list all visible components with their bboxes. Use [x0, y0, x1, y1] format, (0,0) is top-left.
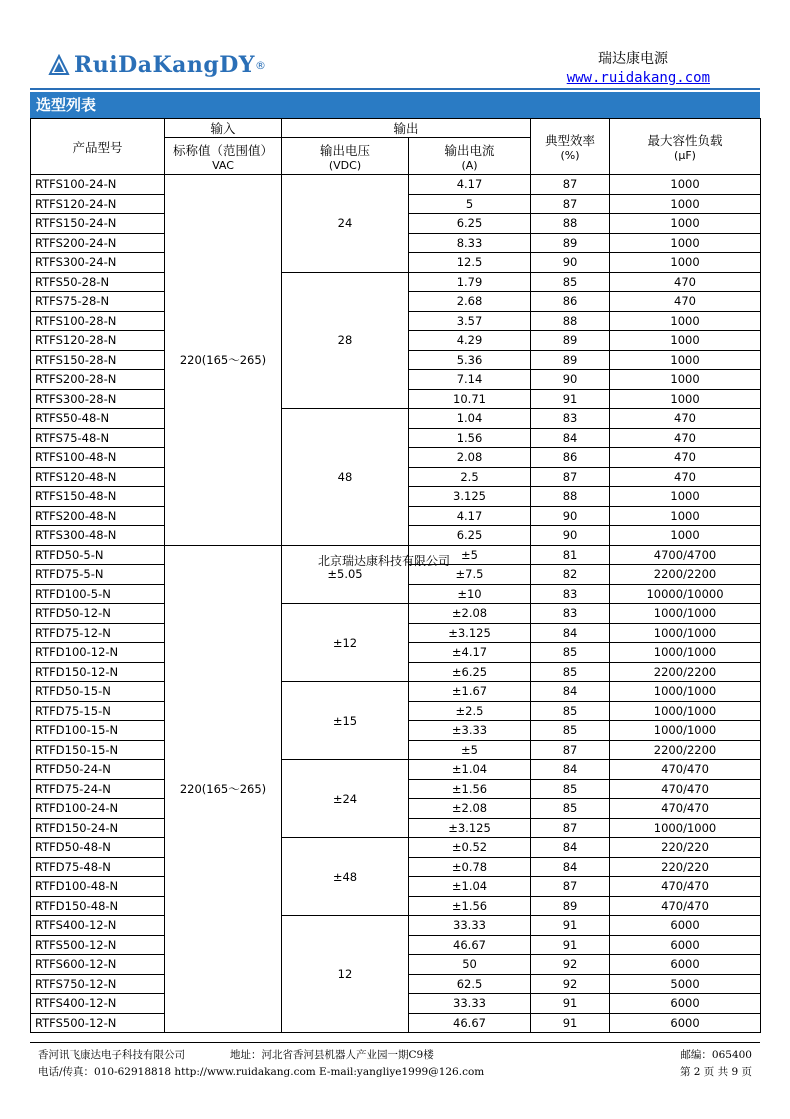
- table-row: [31, 272, 761, 292]
- output-current-unit: (A): [461, 158, 478, 172]
- efficiency-cell: 83: [531, 584, 610, 604]
- output-voltage-cell: 12: [282, 916, 409, 1033]
- model-cell: RTFS100-24-N: [31, 175, 165, 195]
- efficiency-cell: 83: [531, 604, 610, 624]
- model-cell: RTFD150-48-N: [31, 896, 165, 916]
- footer-company: 香河讯飞康达电子科技有限公司: [38, 1049, 185, 1061]
- table-row: [31, 409, 761, 429]
- logo-text: RuiDaKangDY: [74, 52, 256, 78]
- model-cell: RTFS300-48-N: [31, 526, 165, 546]
- efficiency-cell: 82: [531, 565, 610, 585]
- output-current-cell: ±2.5: [409, 701, 531, 721]
- model-cell: RTFS750-12-N: [31, 974, 165, 994]
- output-current-cell: ±7.5: [409, 565, 531, 585]
- capacitive-load-cell: 470: [610, 292, 761, 312]
- output-current-cell: ±5: [409, 740, 531, 760]
- efficiency-cell: 90: [531, 370, 610, 390]
- capacitive-load-cell: 1000: [610, 331, 761, 351]
- capacitive-load-cell: 1000: [610, 350, 761, 370]
- efficiency-cell: 91: [531, 935, 610, 955]
- output-current-cell: 46.67: [409, 1013, 531, 1033]
- capacitive-load-cell: 1000: [610, 253, 761, 273]
- model-cell: RTFS120-48-N: [31, 467, 165, 487]
- model-cell: RTFS50-48-N: [31, 409, 165, 429]
- model-cell: RTFD50-15-N: [31, 682, 165, 702]
- input-nominal-label: 标称值（范围值）: [172, 142, 273, 158]
- efficiency-cell: 87: [531, 818, 610, 838]
- output-current-label: 输出电流: [444, 142, 495, 158]
- header-output: 输出: [282, 119, 531, 138]
- efficiency-cell: 88: [531, 311, 610, 331]
- output-current-cell: ±3.33: [409, 721, 531, 741]
- header-divider: [30, 88, 760, 90]
- efficiency-cell: 91: [531, 389, 610, 409]
- capacitive-load-cell: 470/470: [610, 779, 761, 799]
- output-current-cell: 1.56: [409, 428, 531, 448]
- efficiency-cell: 86: [531, 448, 610, 468]
- footer-contact: 电话/传真：010-62918818 http://www.ruidakang.com E-mail:yangliye1999@126.com: [38, 1066, 485, 1078]
- model-cell: RTFS50-28-N: [31, 272, 165, 292]
- output-current-cell: 12.5: [409, 253, 531, 273]
- footer-address: 地址：河北省香河县机器人产业园一期C9楼: [230, 1049, 434, 1061]
- output-current-cell: 7.14: [409, 370, 531, 390]
- model-cell: RTFS150-24-N: [31, 214, 165, 234]
- output-voltage-cell: ±15: [282, 682, 409, 760]
- header-output-current: [409, 138, 531, 175]
- model-cell: RTFS600-12-N: [31, 955, 165, 975]
- efficiency-cell: 90: [531, 526, 610, 546]
- capacitive-load-cell: 6000: [610, 955, 761, 975]
- capacitive-load-cell: 2200/2200: [610, 662, 761, 682]
- output-current-cell: 2.08: [409, 448, 531, 468]
- efficiency-cell: 85: [531, 272, 610, 292]
- output-current-cell: ±0.52: [409, 838, 531, 858]
- model-cell: RTFS100-28-N: [31, 311, 165, 331]
- capacitive-load-cell: 1000: [610, 506, 761, 526]
- efficiency-cell: 88: [531, 214, 610, 234]
- efficiency-label: 典型效率: [545, 133, 596, 148]
- capacitive-load-cell: 5000: [610, 974, 761, 994]
- efficiency-cell: 87: [531, 175, 610, 195]
- footer-postcode: 邮编：065400: [680, 1049, 752, 1061]
- output-current-cell: ±3.125: [409, 818, 531, 838]
- output-current-cell: 1.79: [409, 272, 531, 292]
- section-banner: 选型列表: [30, 92, 760, 118]
- output-current-cell: ±3.125: [409, 623, 531, 643]
- footer-divider: [30, 1042, 760, 1043]
- output-current-cell: 4.17: [409, 175, 531, 195]
- output-current-cell: ±0.78: [409, 857, 531, 877]
- capacitive-load-cell: 1000: [610, 487, 761, 507]
- output-current-cell: 4.29: [409, 331, 531, 351]
- model-cell: RTFS500-12-N: [31, 935, 165, 955]
- output-current-cell: 2.68: [409, 292, 531, 312]
- capacitive-load-cell: 470/470: [610, 799, 761, 819]
- model-cell: RTFD75-5-N: [31, 565, 165, 585]
- capacitive-load-cell: 1000/1000: [610, 818, 761, 838]
- efficiency-cell: 90: [531, 506, 610, 526]
- model-cell: RTFS75-28-N: [31, 292, 165, 312]
- model-cell: RTFD75-24-N: [31, 779, 165, 799]
- efficiency-cell: 85: [531, 779, 610, 799]
- capacitive-load-cell: 470: [610, 409, 761, 429]
- output-voltage-unit: (VDC): [328, 158, 362, 172]
- capacitive-load-cell: 1000: [610, 526, 761, 546]
- capacitive-load-cell: 6000: [610, 916, 761, 936]
- header-model: 产品型号: [31, 119, 165, 175]
- efficiency-cell: 87: [531, 877, 610, 897]
- output-current-cell: ±1.04: [409, 760, 531, 780]
- output-current-cell: 8.33: [409, 233, 531, 253]
- model-cell: RTFS400-12-N: [31, 994, 165, 1014]
- capacitive-load-cell: 220/220: [610, 838, 761, 858]
- output-current-cell: 4.17: [409, 506, 531, 526]
- output-current-cell: ±5: [409, 545, 531, 565]
- capacitive-load-cell: 470/470: [610, 896, 761, 916]
- output-current-cell: 2.5: [409, 467, 531, 487]
- output-current-cell: 62.5: [409, 974, 531, 994]
- output-voltage-cell: 24: [282, 175, 409, 273]
- efficiency-cell: 84: [531, 760, 610, 780]
- efficiency-cell: 91: [531, 916, 610, 936]
- model-cell: RTFS200-28-N: [31, 370, 165, 390]
- output-current-cell: 5: [409, 194, 531, 214]
- table-row: [31, 682, 761, 702]
- model-cell: RTFS300-28-N: [31, 389, 165, 409]
- capacitive-load-cell: 2200/2200: [610, 740, 761, 760]
- model-cell: RTFD100-15-N: [31, 721, 165, 741]
- efficiency-cell: 89: [531, 896, 610, 916]
- capacitive-load-unit: (μF): [674, 149, 696, 162]
- header-company-name: 瑞达康电源: [598, 51, 668, 67]
- efficiency-unit: (%): [560, 149, 580, 162]
- output-voltage-label: 输出电压: [319, 142, 370, 158]
- efficiency-cell: 88: [531, 487, 610, 507]
- output-current-cell: 33.33: [409, 994, 531, 1014]
- model-cell: RTFD50-12-N: [31, 604, 165, 624]
- model-cell: RTFD150-24-N: [31, 818, 165, 838]
- capacitive-load-cell: 470: [610, 428, 761, 448]
- output-current-cell: 3.57: [409, 311, 531, 331]
- efficiency-cell: 84: [531, 682, 610, 702]
- company-logo: [48, 52, 266, 78]
- output-current-cell: 5.36: [409, 350, 531, 370]
- output-current-cell: 33.33: [409, 916, 531, 936]
- output-current-cell: 46.67: [409, 935, 531, 955]
- capacitive-load-cell: 2200/2200: [610, 565, 761, 585]
- model-cell: RTFD100-5-N: [31, 584, 165, 604]
- table-body: [31, 175, 761, 1033]
- capacitive-load-cell: 6000: [610, 1013, 761, 1033]
- capacitive-load-cell: 1000: [610, 389, 761, 409]
- efficiency-cell: 81: [531, 545, 610, 565]
- efficiency-cell: 87: [531, 194, 610, 214]
- model-cell: RTFD75-48-N: [31, 857, 165, 877]
- efficiency-cell: 84: [531, 838, 610, 858]
- table-row: [31, 175, 761, 195]
- output-current-cell: ±1.67: [409, 682, 531, 702]
- model-cell: RTFS120-28-N: [31, 331, 165, 351]
- model-cell: RTFS150-48-N: [31, 487, 165, 507]
- output-voltage-cell: ±24: [282, 760, 409, 838]
- model-cell: RTFS75-48-N: [31, 428, 165, 448]
- output-current-cell: ±2.08: [409, 799, 531, 819]
- footer-page-number: 第 2 页 共 9 页: [679, 1066, 752, 1078]
- model-cell: RTFS400-12-N: [31, 916, 165, 936]
- output-current-cell: 3.125: [409, 487, 531, 507]
- output-current-cell: ±2.08: [409, 604, 531, 624]
- efficiency-cell: 85: [531, 701, 610, 721]
- output-voltage-cell: ±5.05: [282, 545, 409, 604]
- efficiency-cell: 85: [531, 643, 610, 663]
- header-website-link[interactable]: www.ruidakang.com: [566, 70, 710, 86]
- table-row: [31, 604, 761, 624]
- output-current-cell: ±1.56: [409, 896, 531, 916]
- model-cell: RTFD150-12-N: [31, 662, 165, 682]
- output-current-cell: ±10: [409, 584, 531, 604]
- capacitive-load-cell: 6000: [610, 935, 761, 955]
- capacitive-load-cell: 1000: [610, 311, 761, 331]
- model-cell: RTFS300-24-N: [31, 253, 165, 273]
- model-cell: RTFD100-24-N: [31, 799, 165, 819]
- output-voltage-cell: ±12: [282, 604, 409, 682]
- capacitive-load-cell: 1000: [610, 194, 761, 214]
- capacitive-load-cell: 1000/1000: [610, 643, 761, 663]
- efficiency-cell: 85: [531, 799, 610, 819]
- efficiency-cell: 85: [531, 721, 610, 741]
- capacitive-load-cell: 1000/1000: [610, 701, 761, 721]
- input-range-cell: 220(165～265): [165, 545, 282, 1033]
- capacitive-load-cell: 470/470: [610, 760, 761, 780]
- header-input: 输入: [165, 119, 282, 138]
- model-cell: RTFS500-12-N: [31, 1013, 165, 1033]
- efficiency-cell: 85: [531, 662, 610, 682]
- efficiency-cell: 89: [531, 233, 610, 253]
- model-cell: RTFS200-24-N: [31, 233, 165, 253]
- table-row: [31, 916, 761, 936]
- output-current-cell: 1.04: [409, 409, 531, 429]
- output-voltage-cell: ±48: [282, 838, 409, 916]
- model-cell: RTFD100-48-N: [31, 877, 165, 897]
- efficiency-cell: 91: [531, 994, 610, 1014]
- efficiency-cell: 92: [531, 974, 610, 994]
- header-output-voltage: [282, 138, 409, 175]
- efficiency-cell: 90: [531, 253, 610, 273]
- efficiency-cell: 86: [531, 292, 610, 312]
- input-unit: VAC: [212, 158, 234, 172]
- model-cell: RTFD75-15-N: [31, 701, 165, 721]
- capacitive-load-cell: 10000/10000: [610, 584, 761, 604]
- capacitive-load-cell: 470/470: [610, 877, 761, 897]
- model-cell: RTFD100-12-N: [31, 643, 165, 663]
- output-voltage-cell: 48: [282, 409, 409, 546]
- capacitive-load-cell: 1000: [610, 233, 761, 253]
- efficiency-cell: 89: [531, 331, 610, 351]
- capacitive-load-cell: 1000/1000: [610, 721, 761, 741]
- model-cell: RTFD75-12-N: [31, 623, 165, 643]
- efficiency-cell: 89: [531, 350, 610, 370]
- model-cell: RTFD150-15-N: [31, 740, 165, 760]
- efficiency-cell: 84: [531, 623, 610, 643]
- table-row: [31, 838, 761, 858]
- capacitive-load-label: 最大容性负载: [647, 133, 723, 148]
- output-current-cell: 10.71: [409, 389, 531, 409]
- efficiency-cell: 91: [531, 1013, 610, 1033]
- output-current-cell: 6.25: [409, 526, 531, 546]
- capacitive-load-cell: 220/220: [610, 857, 761, 877]
- capacitive-load-cell: 470: [610, 272, 761, 292]
- efficiency-cell: 87: [531, 467, 610, 487]
- capacitive-load-cell: 1000: [610, 214, 761, 234]
- output-current-cell: 50: [409, 955, 531, 975]
- header-capacitive-load: [610, 119, 761, 175]
- logo-mark-icon: [48, 54, 70, 76]
- capacitive-load-cell: 4700/4700: [610, 545, 761, 565]
- output-current-cell: ±1.56: [409, 779, 531, 799]
- efficiency-cell: 87: [531, 740, 610, 760]
- capacitive-load-cell: 1000/1000: [610, 604, 761, 624]
- model-cell: RTFS200-48-N: [31, 506, 165, 526]
- table-row: [31, 760, 761, 780]
- capacitive-load-cell: 470: [610, 467, 761, 487]
- efficiency-cell: 84: [531, 428, 610, 448]
- capacitive-load-cell: 470: [610, 448, 761, 468]
- header-input-nominal: [165, 138, 282, 175]
- logo-registered-mark: ®: [255, 58, 267, 72]
- output-voltage-cell: 28: [282, 272, 409, 409]
- output-current-cell: ±1.04: [409, 877, 531, 897]
- model-cell: RTFD50-48-N: [31, 838, 165, 858]
- efficiency-cell: 83: [531, 409, 610, 429]
- efficiency-cell: 92: [531, 955, 610, 975]
- capacitive-load-cell: 1000/1000: [610, 623, 761, 643]
- watermark-text: 北京瑞达康科技有限公司: [318, 554, 451, 568]
- model-cell: RTFD50-24-N: [31, 760, 165, 780]
- capacitive-load-cell: 1000: [610, 175, 761, 195]
- header-efficiency: [531, 119, 610, 175]
- capacitive-load-cell: 6000: [610, 994, 761, 1014]
- efficiency-cell: 84: [531, 857, 610, 877]
- output-current-cell: ±4.17: [409, 643, 531, 663]
- model-cell: RTFS150-28-N: [31, 350, 165, 370]
- capacitive-load-cell: 1000: [610, 370, 761, 390]
- input-range-cell: 220(165～265): [165, 175, 282, 546]
- selection-table: [30, 118, 761, 1033]
- model-cell: RTFS120-24-N: [31, 194, 165, 214]
- capacitive-load-cell: 1000/1000: [610, 682, 761, 702]
- model-cell: RTFS100-48-N: [31, 448, 165, 468]
- model-cell: RTFD50-5-N: [31, 545, 165, 565]
- output-current-cell: 6.25: [409, 214, 531, 234]
- output-current-cell: ±6.25: [409, 662, 531, 682]
